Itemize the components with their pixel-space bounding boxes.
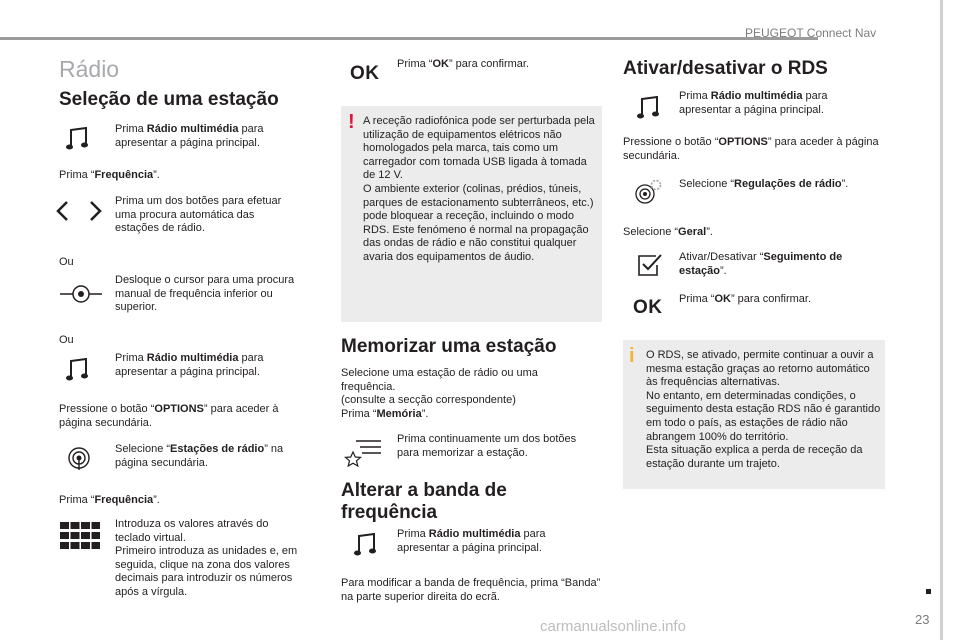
rds-options: Pressione o botão “OPTIONS” para aceder à página secundária. <box>623 136 879 162</box>
ok-icon: OK <box>633 297 663 318</box>
rds-radio-settings: Selecione “Regulações de rádio”. <box>679 178 849 190</box>
or-label-2: Ou <box>59 334 74 346</box>
step-frequency-1: Prima “Frequência”. <box>59 169 160 181</box>
header-rule <box>0 37 818 40</box>
memory-star-icon <box>344 438 382 468</box>
page-number: 23 <box>915 612 930 627</box>
step-virtual-keypad: Introduza os valores através do teclado virtual. Primeiro introduza as unidades e, em seguida, clique na zona dos valores decimais para introduzir os números após a vírgula. <box>115 518 298 598</box>
step-confirm-ok: Prima “OK” para confirmar. <box>397 58 530 70</box>
info-text: O RDS, se ativado, permite continuar a ouvir a mesma estação graças ao retorno automático às frequências alternativas. No entanto, em determinadas condições, o seguimento desta estação RDS não é garantido em todo o país, as estações de rádio não abrangem 100% do território. Esta situação explica a perda de receção da estação durante um trajeto. <box>646 349 881 470</box>
step-options-1: Pressione o botão “OPTIONS” para aceder à página secundária. <box>59 403 279 429</box>
section-heading-memorize: Memorizar uma estação <box>341 336 557 357</box>
music-note-icon <box>66 357 90 383</box>
keypad-icon <box>60 522 100 550</box>
section-heading-change-band: Alterar a banda de frequência <box>341 480 507 523</box>
step-radio-multimedia-1: Prima Rádio multimédia para apresentar a página principal. <box>115 123 264 149</box>
chevron-left-right-icon <box>55 200 105 222</box>
music-note-icon <box>637 95 661 121</box>
info-icon: i <box>629 345 635 367</box>
ok-icon: OK <box>350 63 380 84</box>
memorize-intro: Selecione uma estação de rádio ou uma frequência. (consulte a secção correspondente) <box>341 367 538 407</box>
rds-radio-multimedia: Prima Rádio multimédia para apresentar a página principal. <box>679 90 828 116</box>
step-auto-search: Prima um dos botões para efetuar uma procura automática das estações de rádio. <box>115 195 282 235</box>
or-label-1: Ou <box>59 256 74 268</box>
rds-station-tracking: Ativar/Desativar “Seguimento de estação”. <box>679 251 843 277</box>
right-margin-rule <box>940 0 943 640</box>
page-title: Rádio <box>59 56 120 82</box>
step-radio-multimedia-2: Prima Rádio multimédia para apresentar a página principal. <box>115 352 264 378</box>
rds-confirm-ok: Prima “OK” para confirmar. <box>679 293 812 305</box>
page-dot <box>926 589 931 594</box>
radio-settings-icon <box>67 446 91 470</box>
section-heading-select-station: Seleção de uma estação <box>59 89 279 110</box>
memorize-press-memory: Prima “Memória”. <box>341 408 429 420</box>
music-note-icon <box>66 126 90 152</box>
warning-text: A receção radiofónica pode ser perturbada pela utilização de equipamentos elétricos não homologados pela marca, tais como um carregador com tomada USB ligada à tomada de 12 V. O ambiente exterior (colinas, prédios, túneis, parques de estacionamento subterrâneos, etc.) pode bloquear a receção, incluindo o modo RDS. Este fenómeno é normal na propagação das ondas de rádio e não constitui qualquer avaria dos equipamentos de áudio. <box>363 115 595 263</box>
brand-label: PEUGEOT Connect Nav <box>745 26 877 40</box>
band-instruction: Para modificar a banda de frequência, prima “Banda” na parte superior direita do ecrã. <box>341 577 601 603</box>
memorize-hold-button: Prima continuamente um dos botões para memorizar a estação. <box>397 433 577 459</box>
frequency-slider-icon <box>60 283 102 305</box>
checkbox-icon <box>637 253 663 277</box>
music-note-icon <box>354 532 378 558</box>
step-radio-stations: Selecione “Estações de rádio” na página secundária. <box>115 443 284 469</box>
gear-icon <box>633 178 663 208</box>
band-radio-multimedia: Prima Rádio multimédia para apresentar a página principal. <box>397 528 546 554</box>
step-manual-search: Desloque o cursor para uma procura manual de frequência inferior ou superior. <box>115 274 295 314</box>
step-frequency-2: Prima “Frequência”. <box>59 494 160 506</box>
warning-icon: ! <box>348 111 355 133</box>
section-heading-rds: Ativar/desativar o RDS <box>623 58 828 79</box>
rds-general: Selecione “Geral”. <box>623 226 713 238</box>
watermark: carmanualsonline.info <box>540 618 686 635</box>
